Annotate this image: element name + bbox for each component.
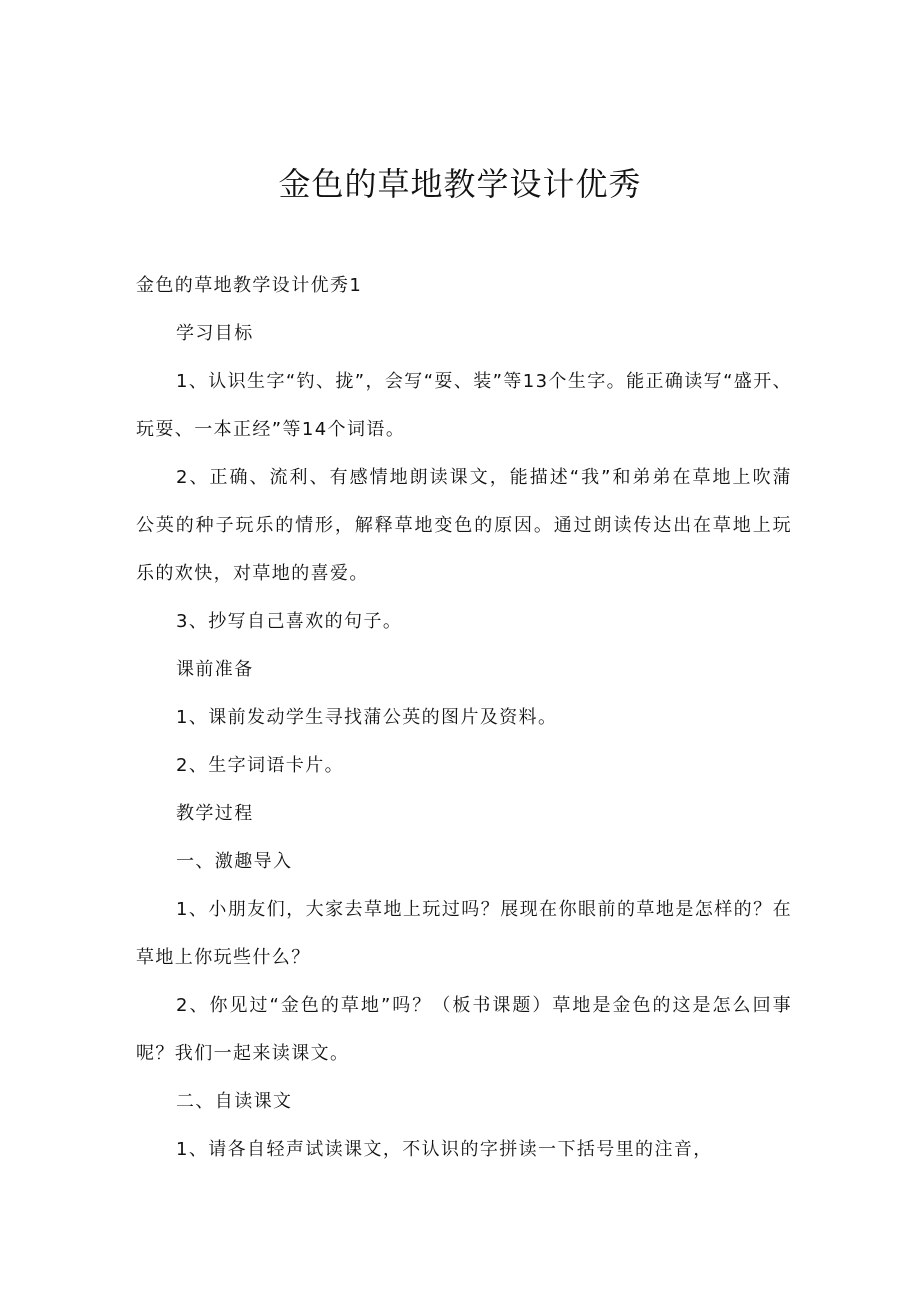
section-heading-learning-goals: 学习目标 [176,323,254,344]
preparation-paragraph-2: 2、生字词语卡片。 [176,755,345,776]
goal-paragraph-3: 3、抄写自己喜欢的句子。 [176,611,403,632]
preparation-paragraph-1: 1、课前发动学生寻找蒲公英的图片及资料。 [176,707,558,728]
self-reading-paragraph-1: 1、请各自轻声试读课文，不认识的字拼读一下括号里的注音， [176,1139,713,1160]
document-body [136,262,792,1174]
section-heading-preparation: 课前准备 [176,659,254,680]
goal-paragraph-1: 1、认识生字“钓、拢”，会写“耍、装”等13个生字。能正确读写“盛开、玩耍、一本正经”等14个词语。 [136,371,792,440]
introduction-paragraph-2: 2、你见过“金色的草地”吗？（板书课题）草地是金色的这是怎么回事呢？我们一起来读课文。 [136,995,792,1064]
goal-paragraph-2: 2、正确、流利、有感情地朗读课文，能描述“我”和弟弟在草地上吹蒲公英的种子玩乐的情形，解释草地变色的原因。通过朗读传达出在草地上玩乐的欢快，对草地的喜爱。 [136,467,792,584]
section-heading-introduction: 一、激趣导入 [176,851,293,872]
introduction-paragraph-1: 1、小朋友们，大家去草地上玩过吗？展现在你眼前的草地是怎样的？在草地上你玩些什么？ [136,899,792,968]
subtitle-heading: 金色的草地教学设计优秀1 [136,275,363,296]
section-heading-self-reading: 二、自读课文 [176,1091,293,1112]
section-heading-teaching-process: 教学过程 [176,803,254,824]
document-title: 金色的草地教学设计优秀 [278,165,642,203]
